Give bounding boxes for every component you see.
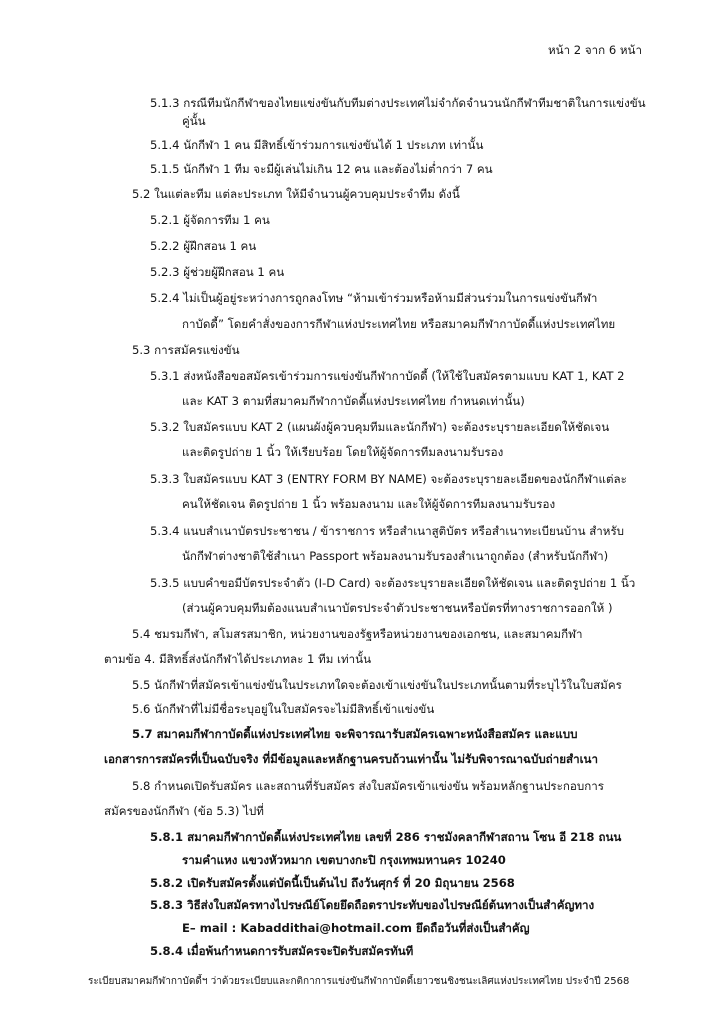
item-text: นักกีฬา 1 ทีม จะมีผู้เล่นไม่เกิน 12 คน และต้องไม่ต่ำกว่า 7 คน — [183, 162, 493, 176]
item-number: 5.3.1 — [150, 369, 180, 383]
item-5-5 — [132, 677, 695, 693]
item-number: 5.4 — [132, 627, 151, 641]
page-number: หน้า 2 จาก 6 หน้า — [548, 43, 642, 57]
item-5-8-1-cont: รามคำแหง แขวงหัวหมาก เขตบางกะปิ กรุงเทพมหานคร 10240 — [182, 853, 506, 867]
item-5-1-3 — [150, 95, 695, 111]
item-5-8-1 — [150, 829, 695, 845]
item-5-7-cont: เอกสารการสมัครที่เป็นฉบับจริง ที่มีข้อมูลและหลักฐานครบถ้วนเท่านั้น ไม่รับพิจารณาฉบับถ่ายสำเนา — [104, 752, 598, 766]
item-text: ไม่เป็นผู้อยู่ระหว่างการถูกลงโทษ “ห้ามเข้าร่วมหรือห้ามมีส่วนร่วมในการแข่งขันกีฬา — [183, 291, 598, 305]
item-5-4-cont: ตามข้อ 4. มีสิทธิ์ส่งนักกีฬาได้ประเภทละ 1 ทีม เท่านั้น — [104, 652, 372, 666]
item-number: 5.8.1 — [150, 830, 184, 844]
item-number: 5.6 — [132, 702, 151, 716]
item-number: 5.3.3 — [150, 472, 180, 486]
item-text: นักกีฬา 1 คน มีสิทธิ์เข้าร่วมการแข่งขันได้ 1 ประเภท เท่านั้น — [183, 138, 484, 152]
item-text: ส่งหนังสือขอสมัครเข้าร่วมการแข่งขันกีฬากาบัดดี้ (ให้ใช้ใบสมัครตามแบบ KAT 1, KAT 2 — [183, 369, 625, 383]
item-5-3-4-cont: นักกีฬาต่างชาติใช้สำเนา Passport พร้อมลงนามรับรองสำเนาถูกต้อง (สำหรับนักกีฬา) — [182, 549, 609, 563]
item-text: แนบสำเนาบัตรประชาชน / ข้าราชการ หรือสำเนาสูติบัตร หรือสำเนาทะเบียนบ้าน สำหรับ — [183, 524, 625, 538]
item-number: 5.8.3 — [150, 898, 184, 912]
item-5-3-1-cont: และ KAT 3 ตามที่สมาคมกีฬากาบัดดี้แห่งประเทศไทย กำหนดเท่านั้น) — [182, 394, 525, 408]
item-number: 5.1.5 — [150, 162, 180, 176]
page-footer: ระเบียบสมาคมกีฬากาบัดดี้ฯ ว่าด้วยระเบียบและกติกาการแข่งขันกีฬากาบัดดี้เยาวชนชิงชนะเลิศแห่งประเทศไทย ประจำปี 2568 — [88, 976, 630, 987]
item-text: กำหนดเปิดรับสมัคร และสถานที่รับสมัคร ส่งใบสมัครเข้าแข่งขัน พร้อมหลักฐานประกอบการ — [154, 779, 604, 793]
item-number: 5.3 — [132, 343, 151, 357]
item-text: การสมัครแข่งขัน — [154, 343, 240, 357]
item-number: 5.2.3 — [150, 265, 180, 279]
item-text: แบบคำขอมีบัตรประจำตัว (I-D Card) จะต้องระบุรายละเอียดให้ชัดเจน และติดรูปถ่าย 1 นิ้ว — [183, 576, 636, 590]
item-text: เมื่อพ้นกำหนดการรับสมัครจะปิดรับสมัครทันที — [187, 944, 414, 958]
item-5-8 — [132, 778, 695, 794]
item-number: 5.1.4 — [150, 138, 180, 152]
item-5-7 — [132, 726, 695, 742]
item-text: สมาคมกีฬากาบัดดี้แห่งประเทศไทย จะพิจารณารับสมัครเฉพาะหนังสือสมัคร และแบบ — [156, 727, 578, 741]
item-5-3 — [132, 342, 240, 358]
item-text: เปิดรับสมัครตั้งแต่บัดนี้เป็นต้นไป ถึงวันศุกร์ ที่ 20 มิถุนายน 2568 — [187, 876, 515, 890]
item-number: 5.3.2 — [150, 420, 180, 434]
item-5-4 — [132, 626, 695, 642]
item-5-3-3-cont: คนให้ชัดเจน ติดรูปถ่าย 1 นิ้ว พร้อมลงนาม และให้ผู้จัดการทีมลงนามรับรอง — [182, 497, 556, 511]
item-number: 5.8 — [132, 779, 151, 793]
item-5-3-5-cont: (ส่วนผู้ควบคุมทีมต้องแนบสำเนาบัตรประจำตัวประชาชนหรือบัตรที่ทางราชการออกให้ ) — [182, 601, 613, 615]
item-5-8-2 — [150, 875, 515, 891]
item-number: 5.2.1 — [150, 213, 180, 227]
item-text: กรณีทีมนักกีฬาของไทยแข่งขันกับทีมต่างประเทศไม่จำกัดจำนวนนักกีฬาทีมชาติในการแข่งขัน — [183, 96, 646, 110]
item-5-3-3 — [150, 471, 695, 487]
item-5-2-4-cont: กาบัดดี้” โดยคำสั่งของการกีฬาแห่งประเทศไทย หรือสมาคมกีฬากาบัดดี้แห่งประเทศไทย — [182, 317, 616, 331]
item-5-3-2 — [150, 419, 695, 435]
item-number: 5.3.4 — [150, 524, 180, 538]
item-5-8-3-cont: E– mail : Kabaddithai@hotmail.com ยึดถือวันที่ส่งเป็นสำคัญ — [182, 921, 530, 935]
item-number: 5.8.2 — [150, 876, 184, 890]
item-text: ผู้ช่วยผู้ฝึกสอน 1 คน — [183, 265, 285, 279]
item-text: ใบสมัครแบบ KAT 2 (แผนผังผู้ควบคุมทีมและนักกีฬา) จะต้องระบุรายละเอียดให้ชัดเจน — [183, 420, 610, 434]
item-text: ใบสมัครแบบ KAT 3 (ENTRY FORM BY NAME) จะต้องระบุรายละเอียดของนักกีฬาแต่ละ — [183, 472, 627, 486]
item-text: ผู้จัดการทีม 1 คน — [183, 213, 270, 227]
item-5-6 — [132, 701, 434, 717]
item-text: ในแต่ละทีม แต่ละประเภท ให้มีจำนวนผู้ควบคุมประจำทีม ดังนี้ — [154, 187, 460, 201]
item-number: 5.3.5 — [150, 576, 180, 590]
item-number: 5.7 — [132, 727, 153, 741]
item-5-3-5 — [150, 575, 695, 591]
item-text: ผู้ฝึกสอน 1 คน — [183, 239, 257, 253]
item-number: 5.8.4 — [150, 944, 184, 958]
item-5-2 — [132, 186, 460, 202]
item-text: ชมรมกีฬา, สโมสรสมาชิก, หน่วยงานของรัฐหรือหน่วยงานของเอกชน, และสมาคมกีฬา — [154, 627, 583, 641]
item-number: 5.2.4 — [150, 291, 180, 305]
item-text: นักกีฬาที่ไม่มีชื่อระบุอยู่ในใบสมัครจะไม่มีสิทธิ์เข้าแข่งขัน — [154, 702, 435, 716]
item-5-8-4 — [150, 943, 413, 959]
item-5-1-4 — [150, 137, 483, 153]
item-5-8-3 — [150, 897, 695, 913]
item-5-8-cont: สมัครของนักกีฬา (ข้อ 5.3) ไปที่ — [104, 804, 264, 818]
item-number: 5.2.2 — [150, 239, 180, 253]
item-5-3-1 — [150, 368, 695, 384]
item-5-3-2-cont: และติดรูปถ่าย 1 นิ้ว ให้เรียบร้อย โดยให้ผู้จัดการทีมลงนามรับรอง — [182, 445, 504, 459]
item-5-2-4 — [150, 290, 695, 306]
item-number: 5.5 — [132, 678, 151, 692]
item-5-3-4 — [150, 523, 695, 539]
item-5-2-2 — [150, 238, 256, 254]
item-5-2-1 — [150, 212, 270, 228]
item-text: วิธีส่งใบสมัครทางไปรษณีย์โดยยึดถือตราประทับของไปรษณีย์ต้นทางเป็นสำคัญทาง — [187, 898, 595, 912]
item-5-1-5 — [150, 161, 493, 177]
item-text: สมาคมกีฬากาบัดดี้แห่งประเทศไทย เลขที่ 286 ราชมังคลากีฬาสถาน โซน อี 218 ถนน — [187, 830, 622, 844]
item-5-2-3 — [150, 264, 284, 280]
item-5-1-3-cont: คู่นั้น — [182, 114, 206, 128]
item-text: นักกีฬาที่สมัครเข้าแข่งขันในประเภทใดจะต้องเข้าแข่งขันในประเภทนั้นตามที่ระบุไว้ในใบสมัคร — [154, 678, 622, 692]
item-number: 5.2 — [132, 187, 151, 201]
item-number: 5.1.3 — [150, 96, 180, 110]
